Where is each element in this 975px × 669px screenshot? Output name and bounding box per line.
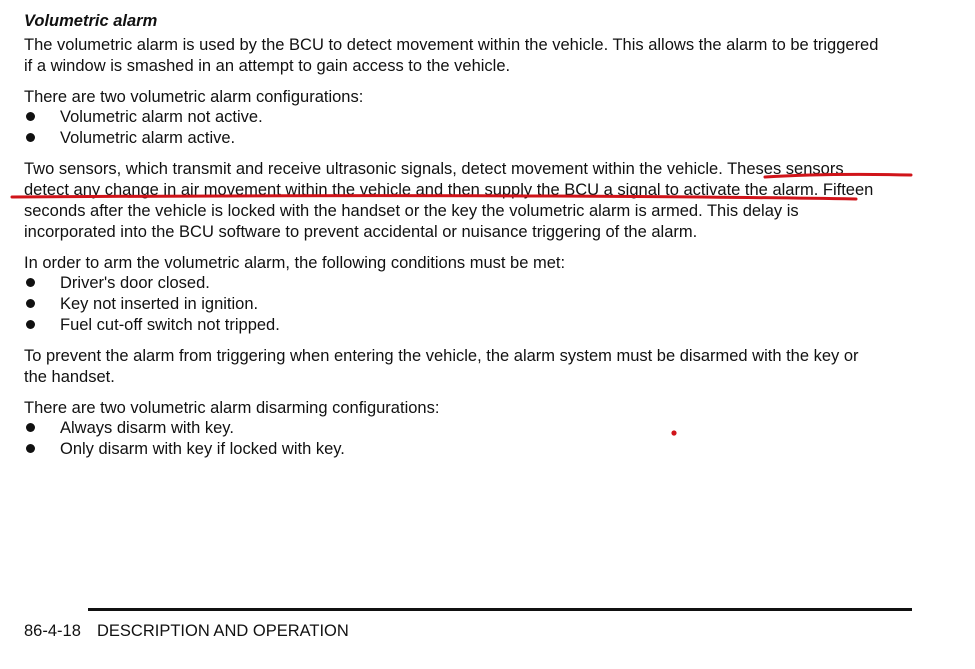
bullet-icon	[26, 112, 35, 121]
sensors-line-3: seconds after the vehicle is locked with the handset or the key the volumetric alarm is armed. This delay is	[24, 202, 799, 220]
condition-item-1: Driver's door closed.	[60, 274, 210, 292]
configuration-item-1: Volumetric alarm not active.	[60, 108, 263, 126]
prevent-line-2: the handset.	[24, 368, 115, 386]
bullet-icon	[26, 278, 35, 287]
footer-page-number: 86-4-18	[24, 622, 81, 640]
bullet-icon	[26, 423, 35, 432]
disarm-item-2: Only disarm with key if locked with key.	[60, 440, 345, 458]
intro-line-2: if a window is smashed in an attempt to gain access to the vehicle.	[24, 57, 511, 75]
condition-item-2: Key not inserted in ignition.	[60, 295, 259, 313]
disarm-lead: There are two volumetric alarm disarming configurations:	[24, 399, 440, 417]
sensors-line-2: detect any change in air movement within the vehicle and then supply the BCU a signal to activate the alarm. Fifteen	[24, 181, 874, 199]
configuration-item-2: Volumetric alarm active.	[60, 129, 236, 147]
bullet-icon	[26, 320, 35, 329]
condition-item-3: Fuel cut-off switch not tripped.	[60, 316, 280, 334]
disarm-item-1: Always disarm with key.	[60, 419, 234, 437]
intro-line-1: The volumetric alarm is used by the BCU to detect movement within the vehicle. This allows the alarm to be triggered	[24, 36, 879, 54]
footer-section-title: DESCRIPTION AND OPERATION	[97, 622, 349, 640]
prevent-line-1: To prevent the alarm from triggering when entering the vehicle, the alarm system must be disarmed with the key or	[24, 347, 859, 365]
footer-rule	[88, 608, 912, 611]
sensors-line-4: incorporated into the BCU software to prevent accidental or nuisance triggering of the alarm.	[24, 223, 698, 241]
sensors-line-1: Two sensors, which transmit and receive ultrasonic signals, detect movement within the vehicle. Theses sensors	[24, 160, 844, 178]
configurations-lead: There are two volumetric alarm configurations:	[24, 88, 364, 106]
red-dot	[671, 430, 676, 435]
bullet-icon	[26, 133, 35, 142]
section-heading: Volumetric alarm	[24, 12, 158, 30]
bullet-icon	[26, 299, 35, 308]
bullet-icon	[26, 444, 35, 453]
conditions-lead: In order to arm the volumetric alarm, the following conditions must be met:	[24, 254, 566, 272]
